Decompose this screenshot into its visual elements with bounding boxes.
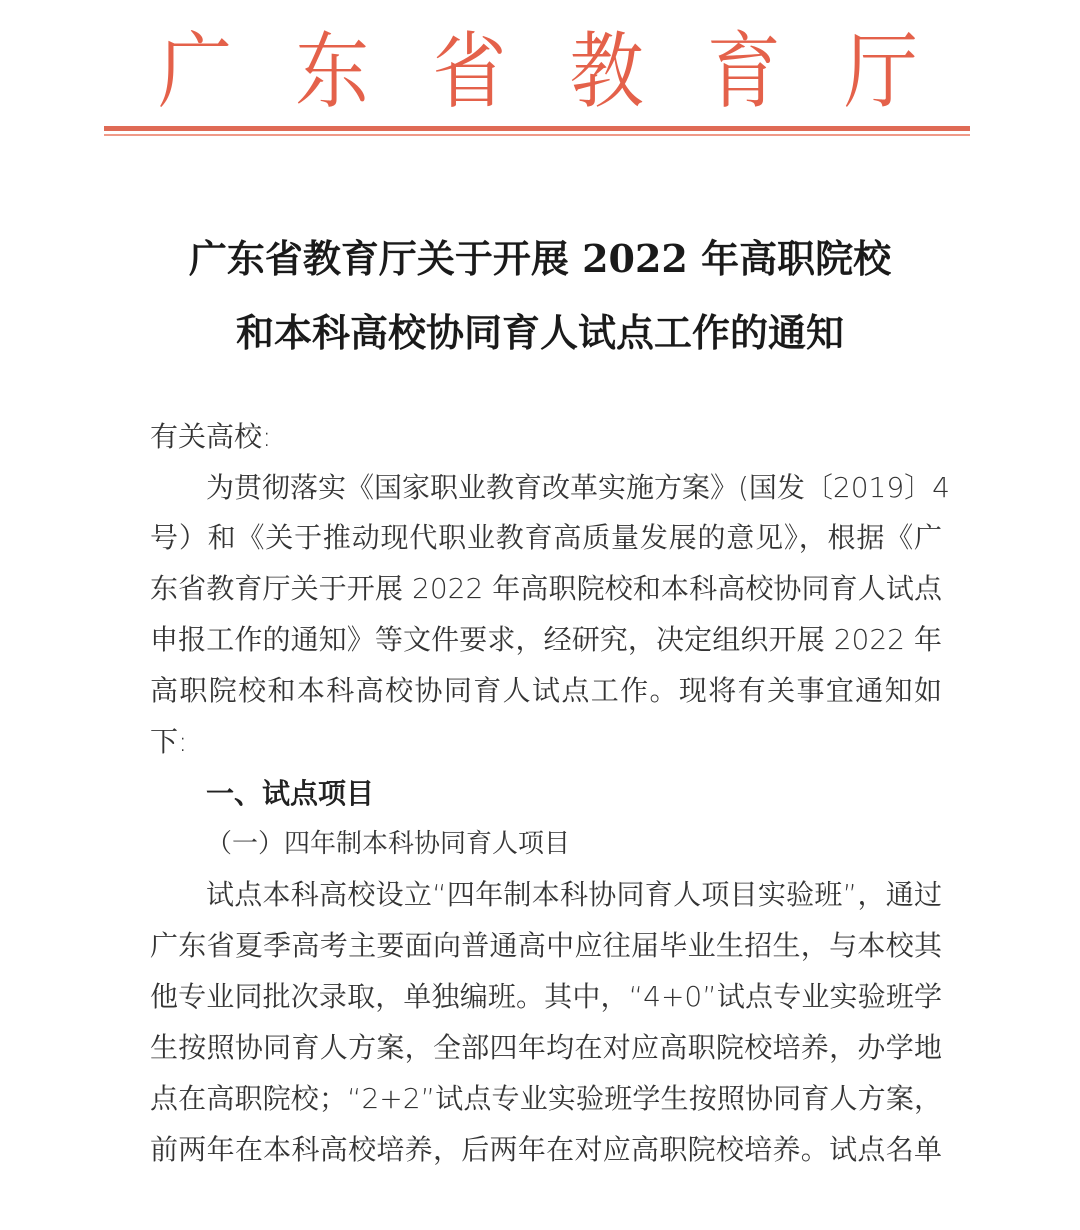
letterhead-char: 教: [569, 23, 644, 121]
paragraph-line: 他专业同批次录取，单独编班。其中，“4+0”试点专业实验班学: [150, 980, 942, 1013]
paragraph-line: 前两年在本科高校培养，后两年在对应高职院校培养。试点名单: [150, 1133, 942, 1166]
paragraph-line: 东省教育厅关于开展 2022 年高职院校和本科高校协同育人试点: [150, 572, 942, 605]
paragraph-line: 申报工作的通知》等文件要求，经研究，决定组织开展 2022 年: [150, 623, 942, 656]
letterhead-rule-thick: [104, 126, 970, 131]
paragraph-line: 点在高职院校；“2+2”试点专业实验班学生按照协同育人方案，: [150, 1082, 942, 1115]
subsection-heading: （一）四年制本科协同育人项目: [206, 829, 571, 859]
paragraph-line: 为贯彻落实《国家职业教育改革实施方案》(国发〔2019〕4: [206, 471, 950, 504]
letterhead-char: 厅: [843, 23, 918, 121]
letterhead-char: 省: [432, 23, 507, 121]
paragraph-line: 高职院校和本科高校协同育人试点工作。现将有关事宜通知如: [150, 674, 942, 707]
document-title-line-1: 广东省教育厅关于开展 2022 年高职院校: [188, 236, 892, 281]
letterhead-rule-thin: [104, 134, 970, 136]
letterhead-char: 广: [158, 23, 232, 121]
section-heading: 一、试点项目: [206, 777, 375, 810]
paragraph-line: 生按照协同育人方案，全部四年均在对应高职院校培养，办学地: [150, 1031, 942, 1064]
paragraph-line: 下:: [150, 725, 188, 758]
letterhead: [104, 22, 970, 122]
letterhead-char: 育: [706, 23, 781, 121]
paragraph-line: 号）和《关于推动现代职业教育高质量发展的意见》，根据《广: [150, 521, 942, 554]
paragraph-line: 试点本科高校设立“四年制本科协同育人项目实验班”，通过: [206, 878, 942, 911]
paragraph-line: 广东省夏季高考主要面向普通高中应往届毕业生招生，与本校其: [150, 929, 942, 962]
salutation: 有关高校:: [150, 420, 272, 453]
letterhead-char: 东: [295, 23, 370, 121]
document-title-line-2: 和本科高校协同育人试点工作的通知: [235, 310, 844, 355]
